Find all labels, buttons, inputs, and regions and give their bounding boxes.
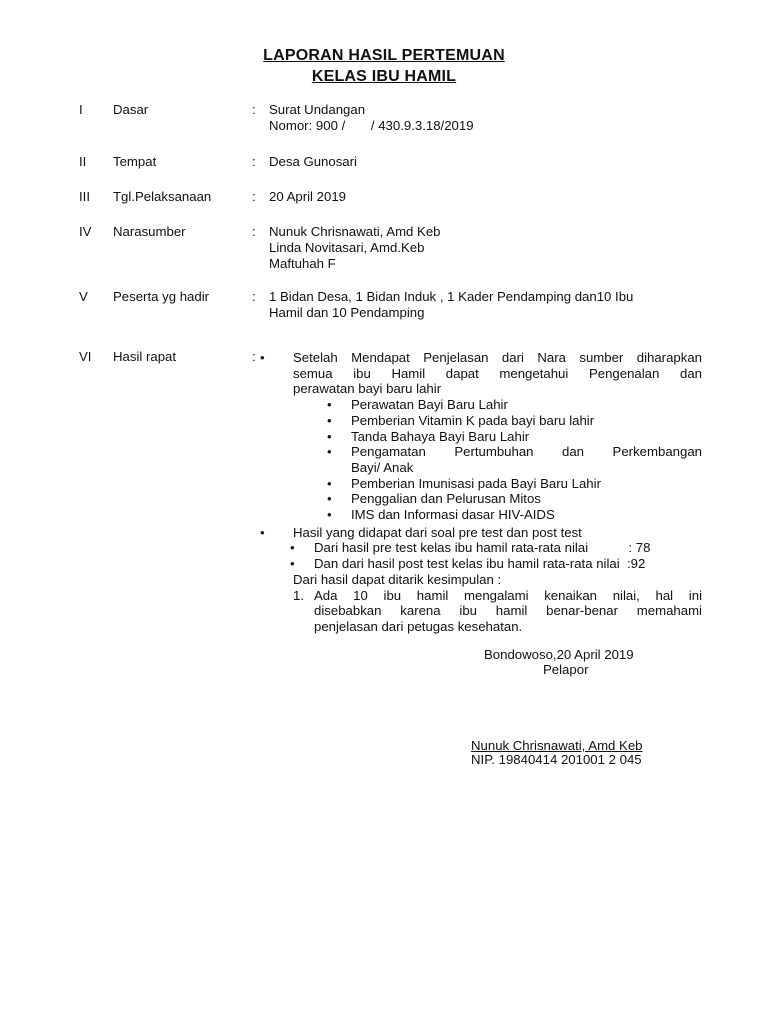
- title-line-1: LAPORAN HASIL PERTEMUAN: [263, 47, 505, 64]
- sub-item-text: Pemberian Vitamin K pada bayi baru lahir: [351, 412, 595, 428]
- sub-list-item: [256, 413, 702, 429]
- row-number: IV: [79, 224, 92, 239]
- signature-name: Nunuk Chrisnawati, Amd Keb: [471, 738, 643, 753]
- row-number: V: [79, 289, 88, 304]
- sub-item-text: IMS dan Informasi dasar HIV-AIDS: [351, 507, 555, 523]
- bullet-line: Hasil yang didapat dari soal pre test dan post test: [293, 524, 582, 540]
- row-value: [269, 102, 701, 134]
- value-line: 1 Bidan Desa, 1 Bidan Induk , 1 Kader Pendamping dan10 Ibu: [269, 289, 634, 304]
- row-number: I: [79, 102, 83, 117]
- hasil-bullet-1: [256, 350, 702, 397]
- kesimpulan-point-1: [256, 588, 702, 635]
- row-number: III: [79, 189, 90, 204]
- colon: :: [252, 154, 256, 169]
- title-line-2: KELAS IBU HAMIL: [311, 68, 457, 85]
- sub-item-text-cont: Bayi/ Anak: [351, 459, 414, 475]
- bullet-icon: •: [290, 556, 295, 572]
- score-text: Dari hasil pre test kelas ibu hamil rata-rata nilai : 78: [314, 540, 651, 556]
- bullet-icon: •: [327, 397, 332, 413]
- signature-nip: NIP. 19840414 201001 2 045: [471, 752, 642, 767]
- row-value: [269, 154, 701, 170]
- point-line: Ada 10 ibu hamil mengalami kenaikan nilai, hal ini: [314, 587, 702, 603]
- bullet-line: Setelah Mendapat Penjelasan dari Nara sumber diharapkan: [293, 350, 702, 365]
- point-line: penjelasan dari petugas kesehatan.: [314, 618, 523, 634]
- sub-item-text: Perawatan Bayi Baru Lahir: [351, 397, 508, 413]
- score-item-post: [256, 556, 702, 572]
- bullet-icon: •: [260, 350, 265, 365]
- bullet-icon: •: [327, 491, 332, 507]
- value-line: Desa Gunosari: [269, 154, 357, 169]
- bullet-icon: •: [327, 507, 332, 523]
- bullet-icon: •: [327, 412, 332, 428]
- score-item-pre: [256, 540, 702, 556]
- bullet-icon: •: [290, 540, 295, 556]
- signature-role: Pelapor: [543, 662, 589, 677]
- colon: :: [252, 224, 256, 239]
- colon: :: [252, 102, 256, 117]
- sub-list-item: [256, 507, 702, 523]
- value-line: 20 April 2019: [269, 189, 346, 204]
- bullet-line: semua ibu Hamil dapat mengetahui Pengenalan dan: [293, 365, 702, 381]
- value-line: Maftuhah F: [269, 256, 336, 271]
- value-line: Surat Undangan: [269, 102, 366, 117]
- row-value: [269, 289, 701, 321]
- sub-list-item: [256, 476, 702, 492]
- score-text: Dan dari hasil post test kelas ibu hamil rata-rata nilai :92: [314, 556, 646, 572]
- bullet-line: perawatan bayi baru lahir: [293, 381, 442, 397]
- value-line: Linda Novitasari, Amd.Keb: [269, 240, 425, 255]
- row-value: [269, 189, 701, 205]
- bullet-icon: •: [327, 428, 332, 444]
- hasil-bullet-2: [256, 525, 702, 541]
- sub-list-item: [256, 491, 702, 507]
- sub-list-item: [256, 444, 702, 475]
- sub-list-item: [256, 397, 702, 413]
- row-number: II: [79, 154, 87, 169]
- row-label: Narasumber: [113, 224, 186, 239]
- bullet-icon: •: [327, 475, 332, 491]
- colon: :: [252, 349, 256, 364]
- hasil-rapat-content: [256, 350, 702, 635]
- value-line: Nunuk Chrisnawati, Amd Keb: [269, 224, 441, 239]
- row-label: Tgl.Pelaksanaan: [113, 189, 212, 204]
- kesimpulan-heading: Dari hasil dapat ditarik kesimpulan :: [293, 571, 502, 587]
- sub-item-text: Pengamatan Pertumbuhan dan Perkembangan: [351, 444, 702, 460]
- sub-item-text: Pemberian Imunisasi pada Bayi Baru Lahir: [351, 475, 601, 491]
- value-line: Hamil dan 10 Pendamping: [269, 305, 425, 320]
- row-label: Hasil rapat: [113, 349, 177, 364]
- row-label: Tempat: [113, 154, 157, 169]
- signature-place-date: Bondowoso,20 April 2019: [484, 647, 634, 662]
- sub-item-text: Penggalian dan Pelurusan Mitos: [351, 491, 541, 507]
- bullet-icon: •: [327, 444, 332, 460]
- row-label: Peserta yg hadir: [113, 289, 210, 304]
- value-line: Nomor: 900 / / 430.9.3.18/2019: [269, 118, 474, 133]
- row-number: VI: [79, 349, 92, 364]
- sub-list-item: [256, 429, 702, 445]
- row-value: [269, 224, 701, 272]
- sub-item-text: Tanda Bahaya Bayi Baru Lahir: [351, 428, 530, 444]
- point-line: disebabkan karena ibu hamil benar-benar memahami: [314, 603, 702, 619]
- colon: :: [252, 289, 256, 304]
- row-label: Dasar: [113, 102, 149, 117]
- bullet-icon: •: [260, 524, 265, 540]
- point-number: 1.: [293, 587, 304, 603]
- colon: :: [252, 189, 256, 204]
